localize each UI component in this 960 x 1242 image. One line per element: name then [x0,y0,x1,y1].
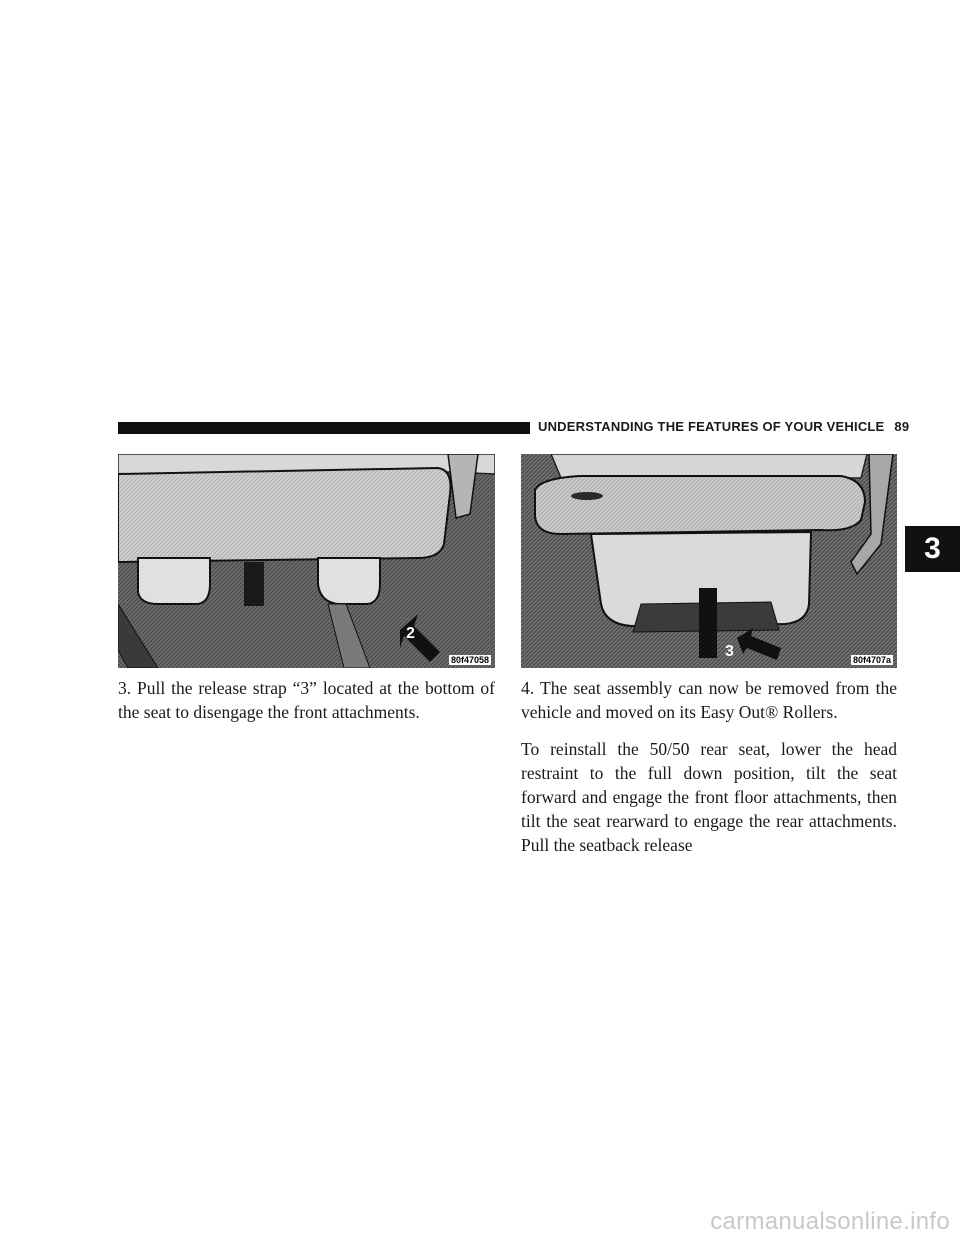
step-3-paragraph: 3. Pull the release strap “3” located at the bottom of the seat to disengage the front attachments. [118,678,495,722]
figure-id: 80f47058 [450,655,489,665]
header-rule [118,422,530,434]
page-number: 89 [894,419,910,434]
callout-label: 3 [725,643,734,660]
page-header [538,419,909,434]
callout-label: 2 [406,625,415,642]
step-4-paragraph: 4. The seat assembly can now be removed from the vehicle and moved on its Easy Out® Rollers. [521,678,897,722]
seat-illustration-rollers [118,454,495,668]
reinstall-paragraph: To reinstall the 50/50 rear seat, lower the head restraint to the full down position, tilt the seat forward and engage the front floor attachments, then tilt the seat rearward to engage the rear attachments. Pull the seatback release [521,739,897,855]
seat-strap-drawing [521,454,897,668]
seat-illustration-strap [521,454,897,668]
watermark: carmanualsonline.info [710,1208,950,1235]
chapter-tab: 3 [905,526,960,572]
section-title: UNDERSTANDING THE FEATURES OF YOUR VEHICLE [538,419,885,434]
seat-rollers-drawing [118,454,495,668]
figure-id: 80f4707a [852,655,891,665]
